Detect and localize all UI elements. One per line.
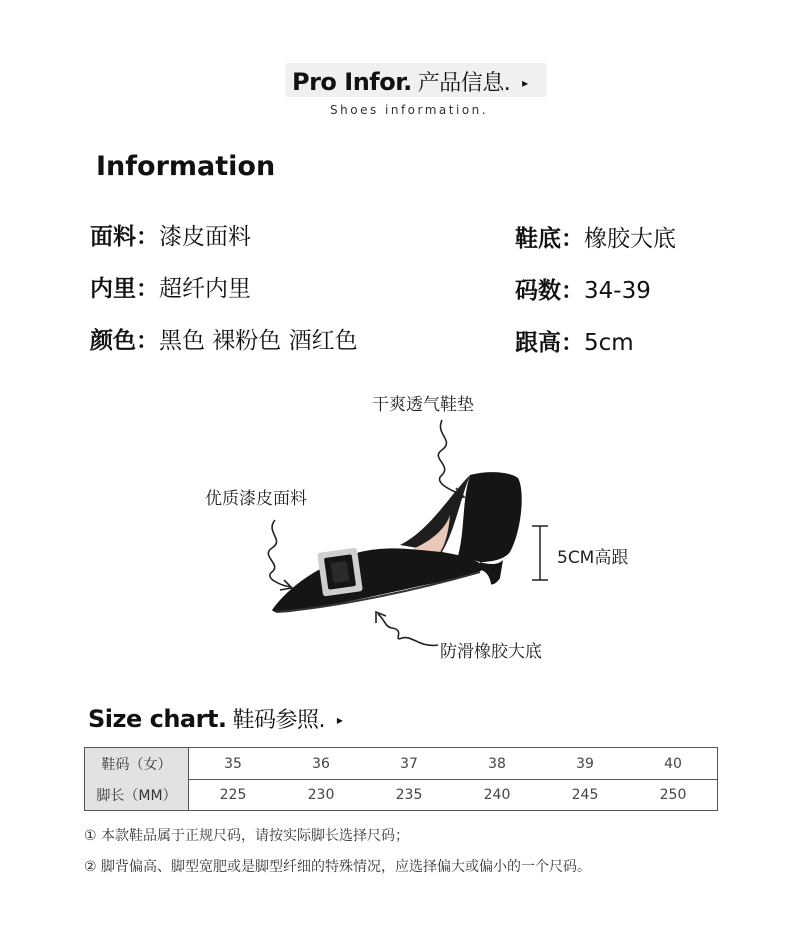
curly-arrow-icon — [268, 520, 290, 587]
table-cell: 35 — [224, 755, 242, 772]
spec-value: 超纤内里 — [159, 276, 251, 302]
size-note: ① 本款鞋品属于正规尺码，请按实际脚长选择尺码； — [84, 828, 409, 844]
spec-label: 颜色： — [90, 328, 159, 354]
page-subtitle: Shoes information. — [330, 103, 489, 117]
table-cell: 250 — [659, 786, 687, 803]
table-row — [85, 779, 717, 810]
table-cell: 235 — [395, 786, 423, 803]
table-cell: 38 — [488, 755, 506, 772]
table-cell: 39 — [576, 755, 594, 772]
spec-value: 黑色 裸粉色 酒红色 — [159, 328, 358, 354]
table-cell: 245 — [571, 786, 599, 803]
shoe-illustration — [180, 380, 600, 670]
table-cell: 230 — [307, 786, 335, 803]
callout-heel: 5CM高跟 — [557, 548, 629, 568]
curly-arrow-icon — [438, 420, 462, 495]
table-cell: 225 — [219, 786, 247, 803]
table-cell: 37 — [400, 755, 418, 772]
callout-insole: 干爽透气鞋垫 — [372, 395, 474, 415]
size-note: ② 脚背偏高、脚型宽肥或是脚型纤细的特殊情况，应选择偏大或偏小的一个尺码。 — [84, 859, 591, 875]
arrow-icon: ▸ — [522, 76, 528, 90]
spec-sole — [515, 220, 676, 253]
spec-label: 内里： — [90, 276, 159, 302]
info-heading: Information — [96, 151, 276, 182]
curly-arrow-icon — [378, 614, 438, 645]
shoe-icon — [272, 472, 522, 612]
size-chart-title — [88, 703, 342, 734]
row-header: 脚长（MM） — [85, 779, 189, 810]
page-title-en: Pro Infor. — [292, 68, 412, 96]
spec-material — [90, 218, 251, 251]
row-header: 鞋码（女） — [85, 748, 189, 779]
spec-heel-height — [515, 324, 634, 357]
spec-label: 码数： — [515, 278, 584, 304]
size-table — [84, 747, 718, 811]
spec-label: 面料： — [90, 224, 159, 250]
callout-sole: 防滑橡胶大底 — [440, 642, 542, 662]
spec-label: 鞋底： — [515, 226, 584, 252]
table-cell: 40 — [664, 755, 682, 772]
spec-value: 漆皮面料 — [159, 224, 251, 250]
table-cell: 240 — [483, 786, 511, 803]
spec-lining — [90, 270, 251, 303]
arrow-icon: ▸ — [336, 713, 343, 727]
heel-height-bracket — [532, 526, 548, 580]
table-cell: 36 — [312, 755, 330, 772]
table-row — [85, 748, 717, 780]
spec-size-range — [515, 272, 651, 305]
spec-label: 跟高： — [515, 330, 584, 356]
callout-material: 优质漆皮面料 — [205, 489, 307, 509]
spec-value: 34-39 — [584, 278, 651, 304]
spec-value: 橡胶大底 — [584, 226, 676, 252]
spec-color — [90, 322, 358, 355]
size-chart-title-en: Size chart. — [88, 705, 227, 733]
page-title-cn: 产品信息. — [417, 71, 511, 96]
size-chart-title-cn: 鞋码参照. — [232, 708, 326, 733]
page-title — [292, 66, 528, 97]
spec-value: 5cm — [584, 330, 634, 356]
